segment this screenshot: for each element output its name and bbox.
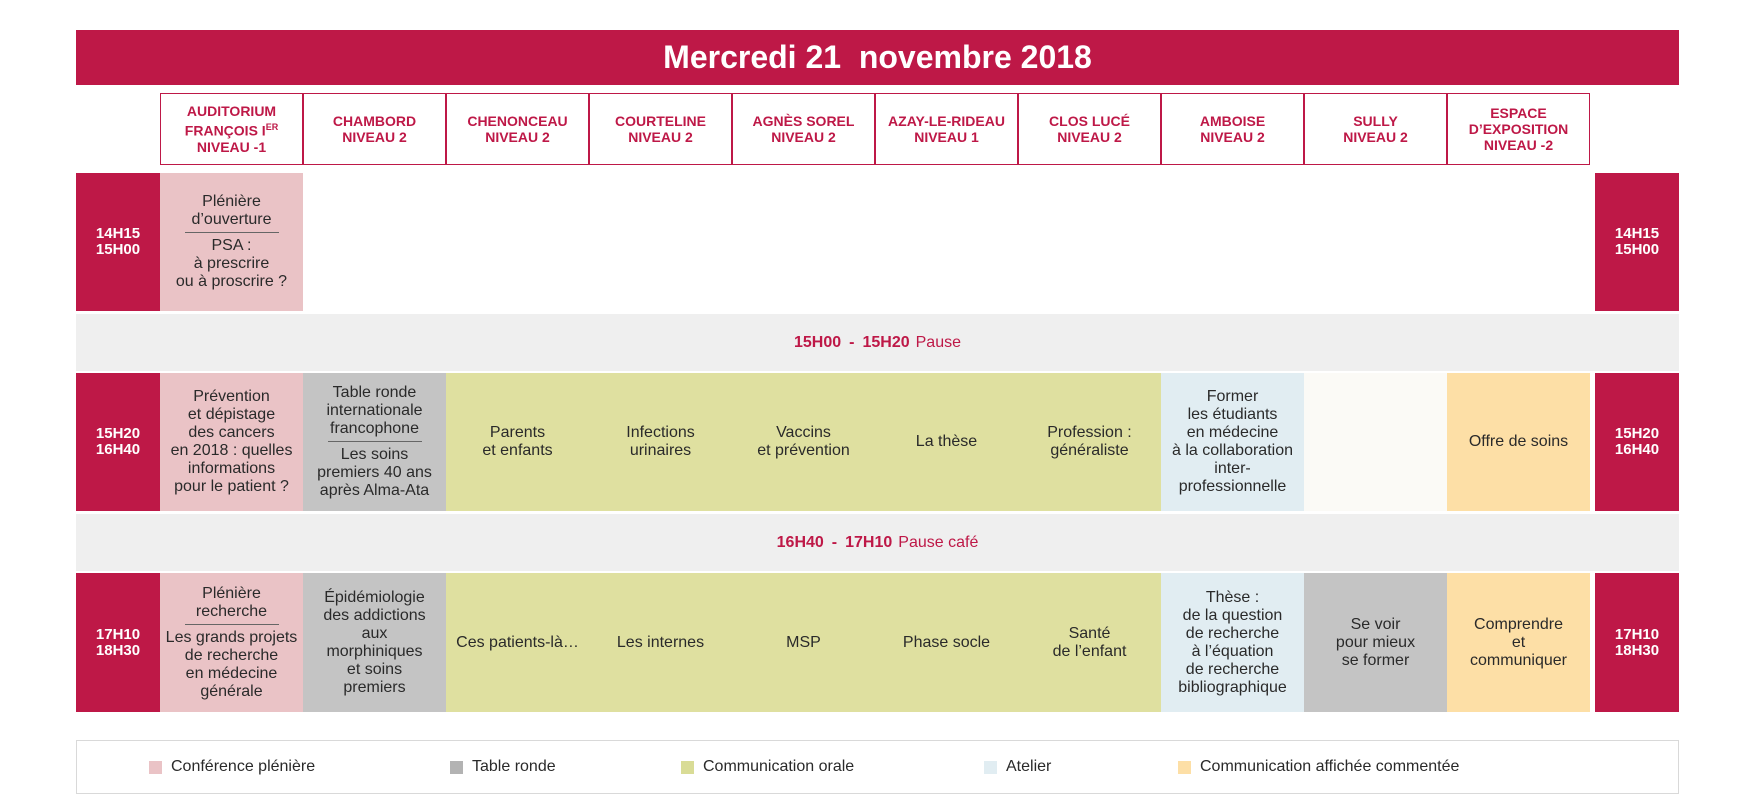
session-cell[interactable]: Infections urinaires [589,373,732,511]
break-band [76,314,1679,371]
legend-label: Communication orale [703,758,855,775]
time-slot-right: 17H10 18H30 [1595,573,1679,712]
legend-swatch [149,761,162,774]
room-header-courteline: COURTELINE NIVEAU 2 [589,93,732,165]
time-slot-right: 14H15 15H00 [1595,173,1679,311]
break-end: 15H20 [862,333,910,351]
legend-label: Table ronde [472,758,556,775]
session-subtitle: Les soins premiers 40 ans après Alma-Ata [317,446,432,499]
session-divider [328,441,422,442]
room-header-azay-le-rideau: AZAY-LE-RIDEAU NIVEAU 1 [875,93,1018,165]
break-label: Pause [915,333,961,351]
legend [76,740,1679,794]
session-cell[interactable]: MSP [732,573,875,712]
room-header-espace-exposition: ESPACE D’EXPOSITION NIVEAU -2 [1447,93,1590,165]
session-cell[interactable]: Parents et enfants [446,373,589,511]
legend-item-communication-affichee [1178,741,1459,793]
session-title: Plénière d’ouverture [191,193,272,228]
session-cell[interactable] [160,173,303,311]
session-cell[interactable]: Former les étudiants en médecine à la collaboration inter- professionnelle [1161,373,1304,511]
empty-cell [1304,373,1447,511]
legend-swatch [984,761,997,774]
time-slot-left: 14H15 15H00 [76,173,160,311]
room-header-line: NIVEAU -1 [196,138,267,155]
room-header-line: AUDITORIUM [186,103,277,120]
legend-label: Conférence plénière [171,758,316,775]
session-cell[interactable]: Se voir pour mieux se former [1304,573,1447,712]
time-slot-right: 15H20 16H40 [1595,373,1679,511]
legend-item-atelier [984,741,1051,793]
session-cell[interactable]: Prévention et dépistage des cancers en 2018 : quelles informations pour le patient ? [160,373,303,511]
legend-swatch [450,761,463,774]
room-header-auditorium [160,93,303,165]
page-title: Mercredi 21 novembre 2018 [76,30,1679,85]
session-cell[interactable] [160,573,303,712]
session-title: Plénière recherche [195,584,268,620]
break-dash: - [831,533,838,551]
room-header-sully: SULLY NIVEAU 2 [1304,93,1447,165]
break-start: 15H00 [793,333,842,351]
legend-swatch [1178,761,1191,774]
legend-item-pleniere [149,741,315,793]
session-cell[interactable]: Comprendre et communiquer [1447,573,1590,712]
session-cell[interactable]: Les internes [589,573,732,712]
session-subtitle: PSA : à prescrire ou à proscrire ? [175,237,288,290]
session-cell[interactable]: Épidémiologie des addictions aux morphiniques et soins premiers [303,573,446,712]
room-header-amboise: AMBOISE NIVEAU 2 [1161,93,1304,165]
session-cell[interactable]: Offre de soins [1447,373,1590,511]
legend-item-communication-orale [681,741,854,793]
session-cell[interactable]: Vaccins et prévention [732,373,875,511]
room-header-agnes-sorel: AGNÈS SOREL NIVEAU 2 [732,93,875,165]
room-header-clos-luce: CLOS LUCÉ NIVEAU 2 [1018,93,1161,165]
session-subtitle: Les grands projets de recherche en médecine générale [165,628,298,700]
break-end: 17H10 [845,533,893,551]
break-dash: - [849,333,855,351]
session-divider [185,232,279,233]
room-header-superscript: ER [265,122,279,133]
break-label: Pause café [898,533,979,551]
time-slot-left: 15H20 16H40 [76,373,160,511]
session-cell[interactable] [303,373,446,511]
legend-label: Communication affichée commentée [1200,758,1460,775]
legend-label: Atelier [1006,758,1052,775]
session-cell[interactable]: Profession : généraliste [1018,373,1161,511]
break-start: 16H40 [776,533,824,551]
session-divider [185,624,279,625]
session-cell[interactable]: Phase socle [875,573,1018,712]
session-cell[interactable]: La thèse [875,373,1018,511]
session-cell[interactable]: Ces patients-là… [446,573,589,712]
room-header-chenonceau: CHENONCEAU NIVEAU 2 [446,93,589,165]
legend-swatch [681,761,694,774]
session-title: Table ronde internationale francophone [326,384,423,437]
break-band [76,514,1679,571]
time-slot-left: 17H10 18H30 [76,573,160,712]
room-header-chambord: CHAMBORD NIVEAU 2 [303,93,446,165]
legend-item-table-ronde [450,741,556,793]
session-cell[interactable]: Thèse : de la question de recherche à l’équation de recherche bibliographique [1161,573,1304,712]
room-header-line: FRANÇOIS I [184,122,266,139]
session-cell[interactable]: Santé de l’enfant [1018,573,1161,712]
